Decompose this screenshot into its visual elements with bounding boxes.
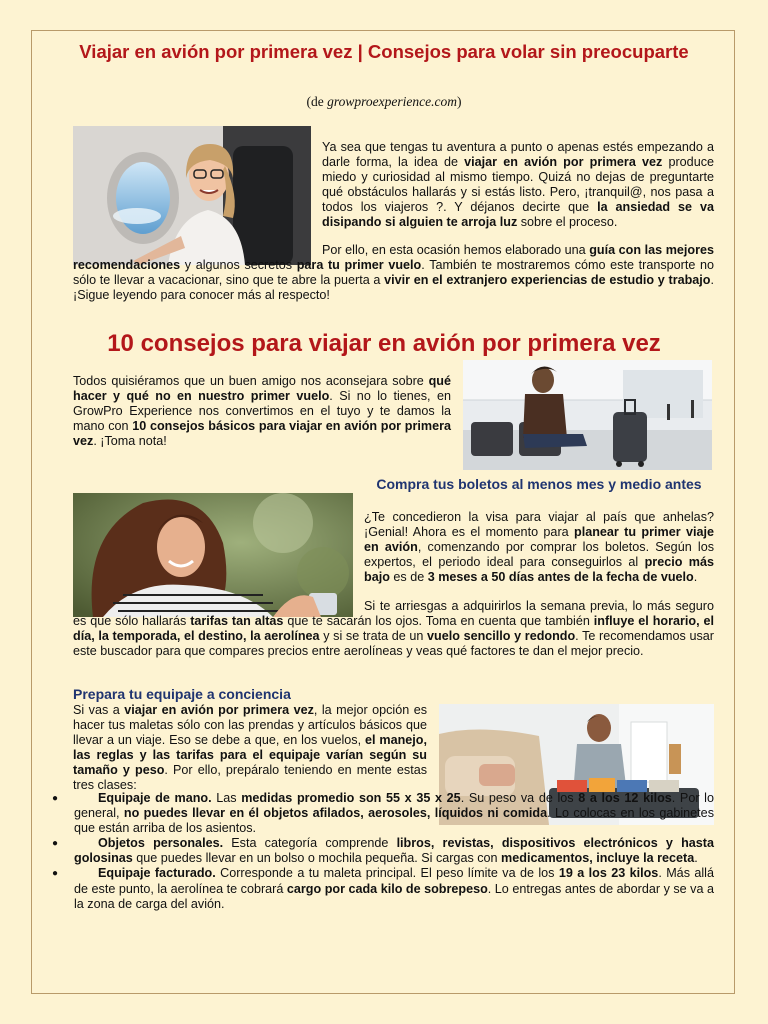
intro-paragraph-2: Por ello, en esta ocasión hemos elaborado una guía con las mejores recomendaciones y algunos secretos para tu primer vuelo. También te mostraremos cómo este transporte no sólo te llevar a vacacionar, sino que te abre la puerta a vivir en el extranjero experiencias de estudio y trabajo. ¡Sigue leyendo para conocer más al respecto! [73,243,714,303]
document-title: Viajar en avión por primera vez | Consejos para volar sin preocuparte [79,41,689,62]
bullet-icon: ● [52,793,59,804]
tip-1-heading: Compra tus boletos al menos mes y medio antes [376,476,702,492]
list-item: ● Objetos personales. Esta categoría comprende libros, revistas, dispositivos electrónicos y hasta golosinas que puedes llevar en un bolso o mochila pequeña. Si cargas con medicamentos, incluye la receta. [52,836,714,866]
bullet-icon: ● [52,838,59,850]
tip-2-paragraph: Si vas a viajar en avión por primera vez, la mejor opción es hacer tus maletas sólo con las prendas y artículos básicos que llevar a un viaje. Eso se debe a que, en los vuelos, el manejo, las reglas y las tarifas para el equipaje varían según su tamaño y peso. Por ello, prepáralo teniendo en mente estas tres clases: [73,703,428,793]
list-item: ● Equipaje facturado. Corresponde a tu maleta principal. El peso límite va de los 19 a los 23 kilos. Más allá de este punto, la aerolínea te cobrará cargo por cada kilo de sobrepeso. Lo entregas antes de abordar y se va a la zona de carga del avión. [52,866,714,911]
airport-waiting-photo [463,360,712,470]
intro-paragraph-1: Ya sea que tengas tu aventura a punto o apenas estés empezando a darle forma, la idea de viajar en avión por primera vez produce miedo y curiosidad al mismo tiempo. Quizá no dejas de preguntarte qué obstáculos hallarás y si estás listo. Pero, ¡tranquil@, nos pasa a todos los viajeros ?. Y déjanos decirte que la ansiedad se va disipando si alguien te arroja luz sobre el proceso. [322,140,714,230]
luggage-types-list [52,791,714,912]
section-title: 10 consejos para viajar en avión por primera vez [107,330,661,357]
tip-2-heading: Prepara tu equipaje a conciencia [73,686,291,702]
list-item: ● Equipaje de mano. Las medidas promedio son 55 x 35 x 25. Su peso va de los 8 a los 12 kilos. Por lo general, no puedes llevar en él objetos afilados, aerosoles, líquidos ni comida. Lo colocas en los gabinetes que están arriba de los asientos. [52,791,714,836]
tip-1-paragraph-2: Si te arriesgas a adquirirlos la semana previa, lo más seguro es que sólo hallarás tarifas tan altas que te sacarán los ojos. Toma en cuenta que también influye el horario, el día, la temporada, el destino, la aerolínea y si se trata de un vuelo sencillo y redondo. Te recomendamos usar este buscador para que compares precios entre aerolíneas y veas qué factores te dan el mejor precio. [73,599,714,659]
tip-1-paragraph-1: ¿Te concedieron la visa para viajar al país que anhelas? ¡Genial! Ahora es el momento para planear tu primer viaje en avión, comenzando por comprar los boletos. Según los expertos, el periodo ideal para conseguirlos al precio más bajo es de 3 meses a 50 días antes de la fecha de vuelo. [364,510,715,585]
bullet-icon: ● [52,868,59,880]
source-credit: (de growproexperience.com) [306,94,462,109]
section-intro-paragraph: Todos quisiéramos que un buen amigo nos aconsejara sobre qué hacer y qué no en nuestro primer vuelo. Si no lo tienes, en GrowPro Experience nos convertimos en el tuyo y te damos la mano con 10 consejos básicos para viajar en avión por primera vez. ¡Toma nota! [73,374,451,449]
source-site: growproexperience.com [327,94,457,109]
